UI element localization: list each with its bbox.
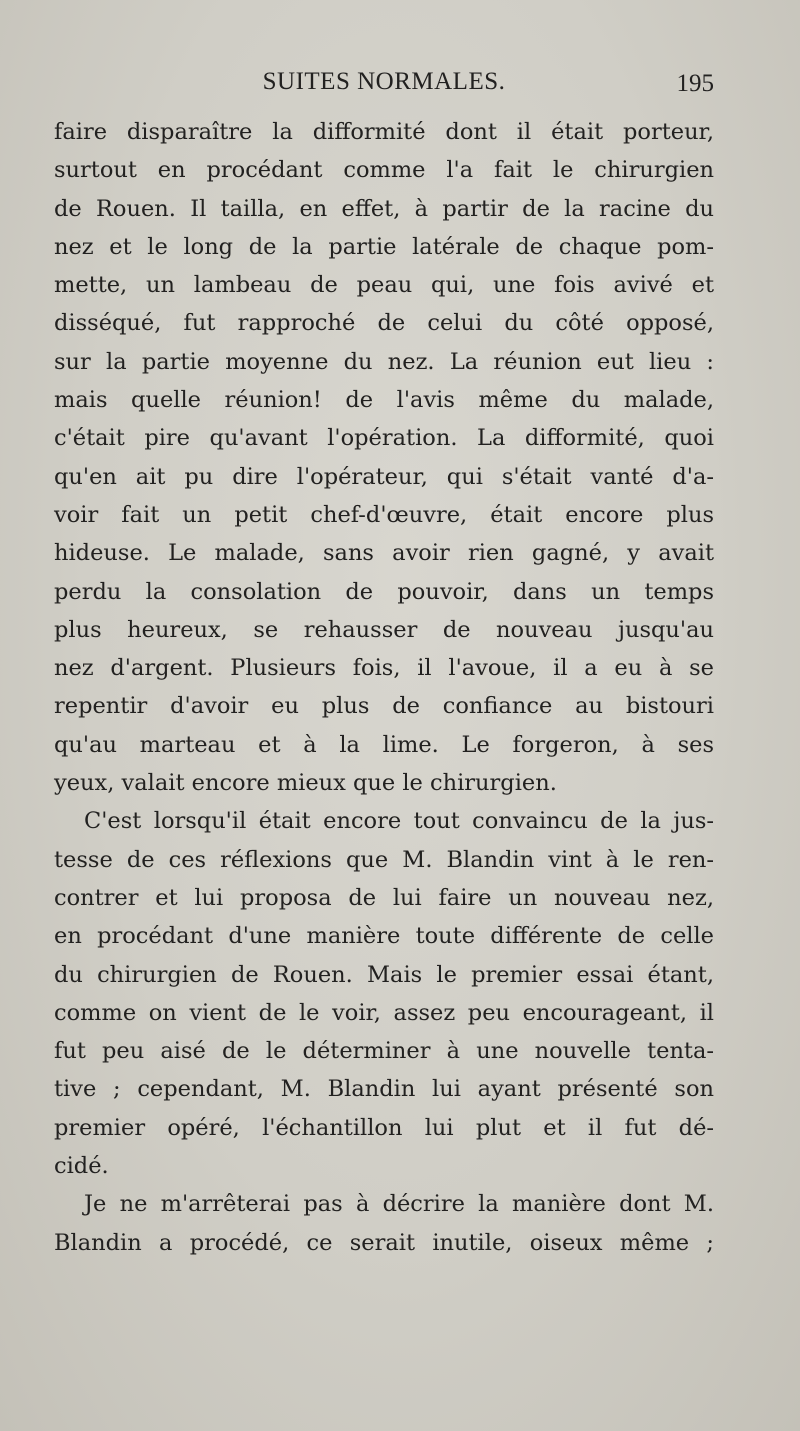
paragraph-start-line: C'est lorsqu'il était encore tout convaincu de la jus- (84, 808, 714, 835)
text-line: voir fait un petit chef-d'œuvre, était encore plus (54, 501, 714, 528)
body-text (54, 113, 714, 1262)
text-line: hideuse. Le malade, sans avoir rien gagné, y avait (54, 540, 714, 567)
text-line: premier opéré, l'échantillon lui plut et il fut dé- (54, 1114, 714, 1141)
text-line: de Rouen. Il tailla, en effet, à partir de la racine du (54, 195, 714, 222)
text-line: disséqué, fut rapproché de celui du côté opposé, (54, 310, 714, 337)
paragraph-start-line: Je ne m'arrêterai pas à décrire la manière dont M. (84, 1191, 714, 1218)
text-line: nez d'argent. Plusieurs fois, il l'avoue, il a eu à se (54, 655, 714, 682)
page-header (54, 68, 714, 108)
text-line: c'était pire qu'avant l'opération. La difformité, quoi (54, 425, 714, 452)
text-line: mette, un lambeau de peau qui, une fois avivé et (54, 272, 714, 299)
text-line: contrer et lui proposa de lui faire un nouveau nez, (54, 884, 714, 911)
text-line: fut peu aisé de le déterminer à une nouvelle tenta- (54, 1038, 714, 1065)
text-line: mais quelle réunion! de l'avis même du malade, (54, 387, 714, 414)
text-line: nez et le long de la partie latérale de chaque pom- (54, 233, 714, 260)
text-line: qu'en ait pu dire l'opérateur, qui s'était vanté d'a- (54, 463, 714, 490)
text-line: en procédant d'une manière toute différente de celle (54, 923, 714, 950)
text-line: surtout en procédant comme l'a fait le chirurgien (54, 157, 714, 184)
text-line: du chirurgien de Rouen. Mais le premier essai étant, (54, 961, 714, 988)
text-line: comme on vient de le voir, assez peu encourageant, il (54, 999, 714, 1026)
text-line: qu'au marteau et à la lime. Le forgeron, à ses (54, 731, 714, 758)
paragraph-end-line: yeux, valait encore mieux que le chirurgien. (54, 770, 557, 797)
paragraph-end-line: cidé. (54, 1153, 109, 1180)
text-line: tesse de ces réflexions que M. Blandin vint à le ren- (54, 846, 714, 873)
text-line: tive ; cependant, M. Blandin lui ayant présenté son (54, 1076, 714, 1103)
running-head: SUITES NORMALES. (262, 68, 506, 95)
text-line: sur la partie moyenne du nez. La réunion eut lieu : (54, 348, 714, 375)
text-line: repentir d'avoir eu plus de confiance au bistouri (54, 693, 714, 720)
text-line: perdu la consolation de pouvoir, dans un temps (54, 578, 714, 605)
text-line: Blandin a procédé, ce serait inutile, oiseux même ; (54, 1229, 714, 1256)
text-line: faire disparaître la difformité dont il était porteur, (54, 119, 714, 145)
page-number: 195 (676, 70, 714, 97)
text-line: plus heureux, se rehausser de nouveau jusqu'au (54, 616, 714, 643)
